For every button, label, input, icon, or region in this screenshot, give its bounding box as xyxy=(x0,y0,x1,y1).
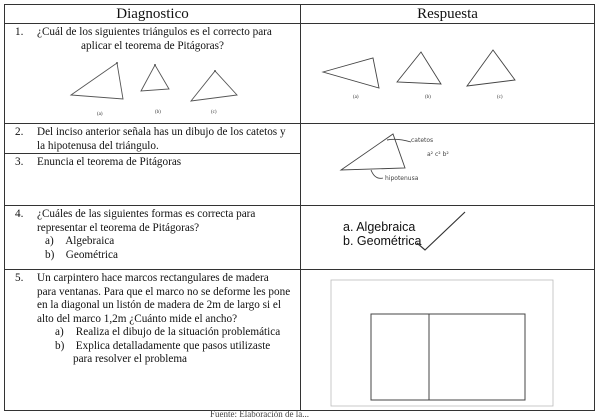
question-text: ¿Cuáles de las siguientes formas es correcta para xyxy=(37,208,256,220)
answer-triangle-a xyxy=(323,58,379,88)
table-row xyxy=(5,206,595,270)
question-2 xyxy=(5,124,301,154)
answer-option-a: a. Algebraica xyxy=(343,220,416,234)
question-number: 5. xyxy=(15,272,24,284)
hipotenusa-arrow xyxy=(371,170,383,178)
triangle-b xyxy=(141,65,169,91)
question-text: la hipotenusa del triángulo. xyxy=(37,139,159,152)
question-text: en la diagonal un listón de madera de 2m de largo si el xyxy=(37,299,281,311)
header-respuesta: Respuesta xyxy=(301,5,595,24)
answer-triangles xyxy=(301,24,595,120)
table-row xyxy=(5,124,595,154)
answer-label-b: (b) xyxy=(425,95,431,100)
table-row xyxy=(5,24,595,124)
window-frame-rect xyxy=(371,314,525,400)
question-text: Del inciso anterior señala has un dibujo de los catetos y xyxy=(37,126,286,138)
figure-label-c: (c) xyxy=(211,110,217,115)
answer-frame-drawing xyxy=(301,270,595,410)
answer-5 xyxy=(301,270,595,411)
option-text: Geométrica xyxy=(65,248,118,261)
question-number: 3. xyxy=(15,156,24,168)
option-label: a) xyxy=(45,235,54,247)
option-label: b) xyxy=(45,248,55,261)
question-text: ¿Cuál de los siguientes triángulos es el correcto para xyxy=(37,26,272,38)
question-text: para ventanas. Para que el marco no se deforme les pone xyxy=(37,285,291,298)
question-5 xyxy=(5,270,301,411)
question-4 xyxy=(5,206,301,270)
option-label: b) xyxy=(55,339,65,352)
question-text: Un carpintero hace marcos rectangulares de madera xyxy=(37,272,269,284)
scanned-page-border xyxy=(331,280,553,406)
diagnostic-table xyxy=(4,4,595,411)
question-1 xyxy=(5,24,301,124)
triangle-c xyxy=(191,71,237,101)
answer-option-b: b. Geométrica xyxy=(343,234,422,248)
answer-label-a: (a) xyxy=(353,95,359,100)
table-header-row xyxy=(5,5,595,24)
formula-label: a² c² b² xyxy=(427,151,449,158)
option-label: a) xyxy=(55,326,64,338)
footer-source: Fuente: Elaboración de la... xyxy=(210,409,309,419)
triangle-a xyxy=(71,63,123,99)
answer-1 xyxy=(301,24,595,124)
hipotenusa-label: hipotenusa xyxy=(385,175,419,182)
answer-hypotenuse-sketch xyxy=(301,124,595,200)
question-3 xyxy=(5,154,301,206)
figure-label-a: (a) xyxy=(97,112,103,117)
table-row xyxy=(5,270,595,411)
question-number: 1. xyxy=(15,26,24,38)
answer-4 xyxy=(301,206,595,270)
figure-label-b: (b) xyxy=(155,110,161,115)
catetos-arrow xyxy=(387,139,411,142)
question-number: 4. xyxy=(15,208,24,220)
answer-triangle-c xyxy=(467,50,515,86)
header-diagnostico: Diagnostico xyxy=(5,5,301,24)
option-text: Realiza el dibujo de la situación problemática xyxy=(75,326,281,338)
question-number: 2. xyxy=(15,126,24,138)
answer-triangle-b xyxy=(397,52,441,84)
option-text: Explica detalladamente que pasos utilizaste xyxy=(75,339,271,352)
triangles-figure xyxy=(65,55,265,117)
answer-label-c: (c) xyxy=(497,95,503,100)
question-text: representar el teorema de Pitágoras? xyxy=(37,221,200,234)
question-text: Enuncia el teorema de Pitágoras xyxy=(37,156,182,168)
answer-2-3 xyxy=(301,124,595,206)
option-text: Algebraica xyxy=(65,235,115,247)
question-text: alto del marco 1,2m ¿Cuánto mide el ancho? xyxy=(37,312,238,325)
checkmark-icon xyxy=(301,206,595,266)
question-text: aplicar el teorema de Pitágoras? xyxy=(81,39,224,52)
catetos-label: catetos xyxy=(411,137,434,144)
option-text: para resolver el problema xyxy=(73,353,187,365)
